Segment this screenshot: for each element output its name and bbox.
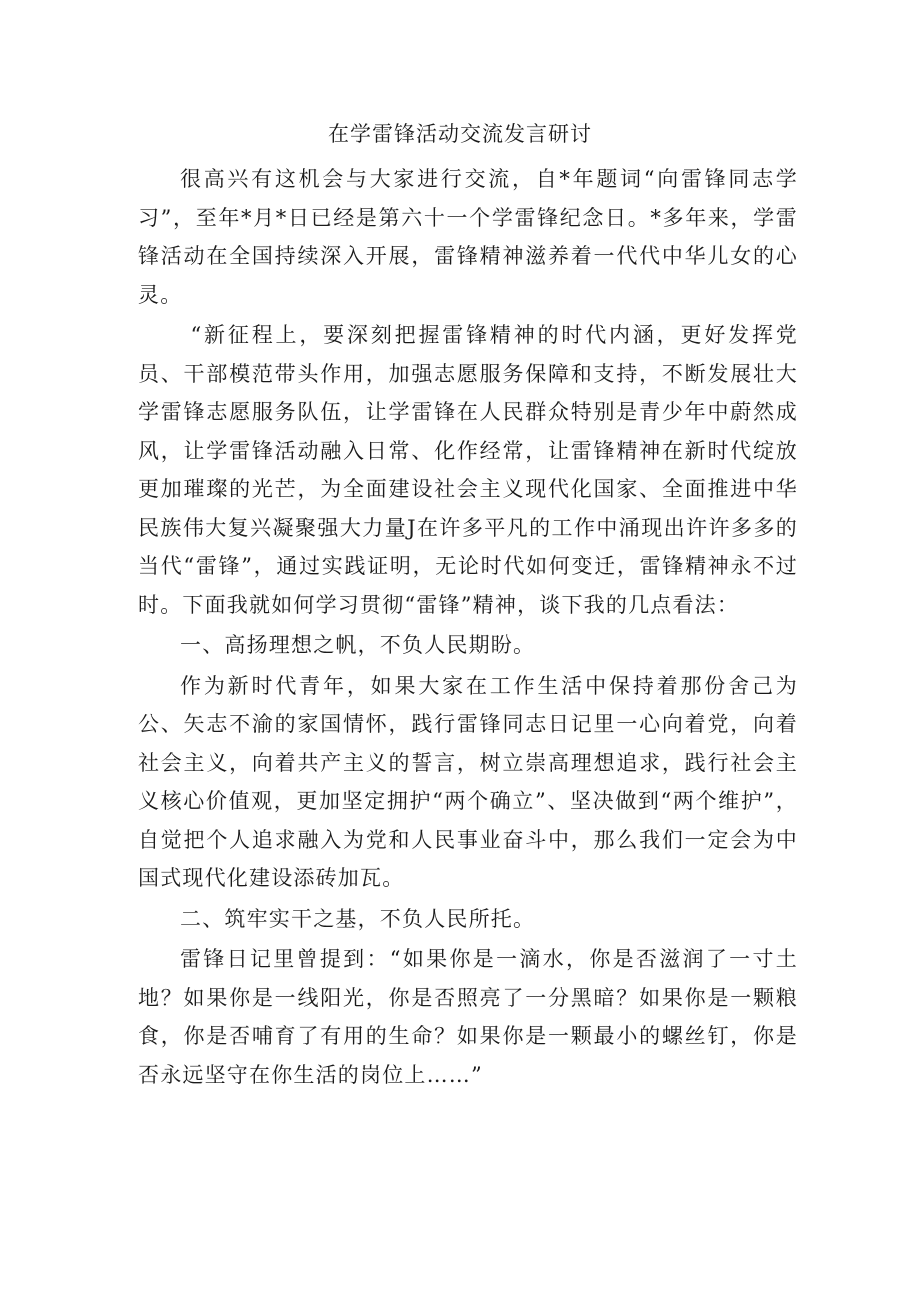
paragraph-section-2: 雷锋日记里曾提到：“如果你是一滴水，你是否滋润了一寸土地？如果你是一线阳光，你是否照亮了一分黑暗？如果你是一颗粮食，你是否哺育了有用的生命？如果你是一颗最小的螺丝钉，你是否永远坚守在你生活的岗位上……”	[138, 947, 798, 1087]
section-heading-1: 一、高扬理想之帆，不负人民期盼。	[180, 633, 536, 657]
document-body	[138, 160, 798, 1094]
paragraph-quote: “新征程上，要深刻把握雷锋精神的时代内涵，更好发挥党员、干部模范带头作用，加强志愿服务保障和支持，不断发展壮大学雷锋志愿服务队伍，让学雷锋在人民群众特别是青少年中蔚然成风，让学雷锋活动融入日常、化作经常，让雷锋精神在新时代绽放更加璀璨的光芒，为全面建设社会主义现代化国家、全面推进中华民族伟大复兴凝聚强大力量J在许多平凡的工作中涌现出许许多多的当代“雷锋”，通过实践证明，无论时代如何变迁，雷锋精神永不过时。下面我就如何学习贯彻“雷锋”精神，谈下我的几点看法：	[138, 323, 798, 617]
paragraph-intro: 很高兴有这机会与大家进行交流，自*年题词“向雷锋同志学习”，至年*月*日已经是第六十一个学雷锋纪念日。*多年来，学雷锋活动在全国持续深入开展，雷锋精神滋养着一代代中华儿女的心灵。	[138, 167, 798, 307]
document-title: 在学雷锋活动交流发言研讨	[328, 122, 592, 146]
section-heading-2: 二、筑牢实干之基，不负人民所托。	[180, 906, 536, 931]
paragraph-section-1: 作为新时代青年，如果大家在工作生活中保持着那份舍己为公、矢志不渝的家国情怀，践行雷锋同志日记里一心向着党，向着社会主义，向着共产主义的誓言，树立崇高理想追求，践行社会主义核心价值观，更加坚定拥护“两个确立”、坚决做到“两个维护”，自觉把个人追求融入为党和人民事业奋斗中，那么我们一定会为中国式现代化建设添砖加瓦。	[138, 673, 798, 890]
